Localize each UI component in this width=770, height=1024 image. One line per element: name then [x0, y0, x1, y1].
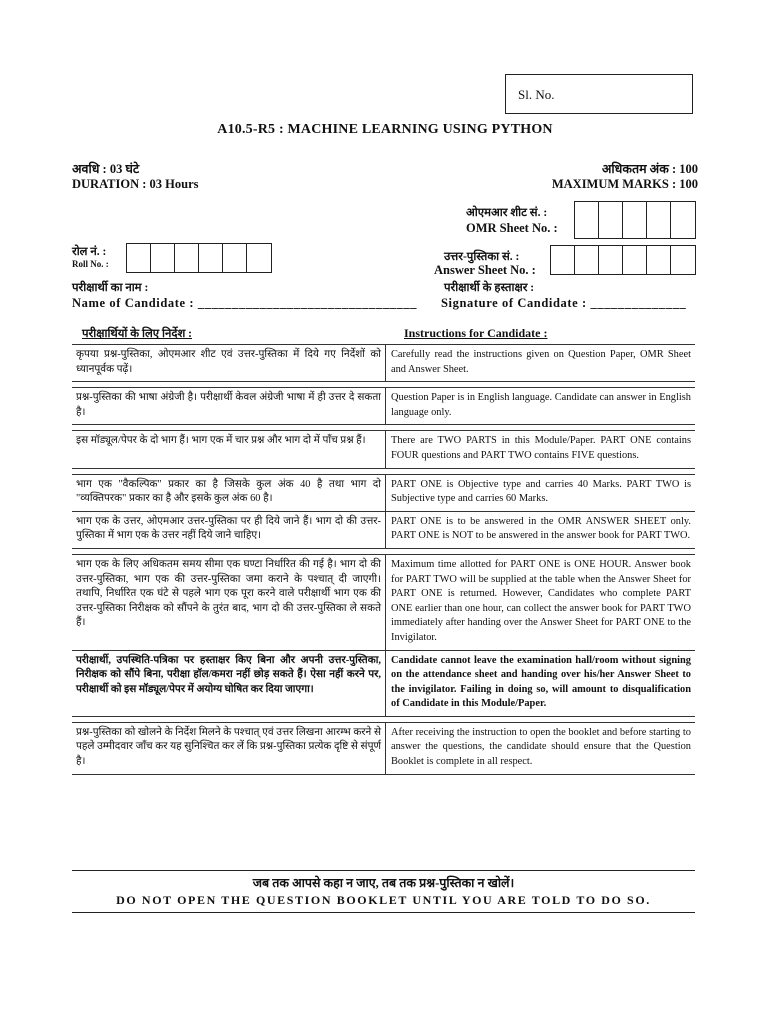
instruction-row [72, 388, 695, 425]
instruction-hindi: भाग एक "वैकल्पिक" प्रकार का है जिसके कुल अंक 40 है तथा भाग दो "व्यक्तिपरक" प्रकार का है और इसके कुल अंक 60 है। [72, 474, 386, 511]
instruction-row [72, 511, 695, 548]
omr-sheet-label-hindi: ओएमआर शीट सं. : [466, 207, 548, 219]
instruction-english: PART ONE is Objective type and carries 40 Marks. PART TWO is Subjective type and carries 60 Marks. [386, 474, 696, 511]
digit-box[interactable] [551, 246, 575, 274]
max-marks-english: MAXIMUM MARKS : 100 [551, 177, 698, 191]
instructions-table [72, 344, 695, 775]
digit-box[interactable] [623, 246, 647, 274]
instruction-row [72, 474, 695, 511]
instruction-row [72, 554, 695, 650]
instructions-heading-english: Instructions for Candidate : [404, 326, 548, 340]
instructions-heading-hindi: परीक्षार्थियों के लिए निर्देश : [82, 328, 192, 340]
omr-sheet-number-boxes[interactable] [574, 201, 696, 239]
notice-english: DO NOT OPEN THE QUESTION BOOKLET UNTIL YOU ARE TOLD TO DO SO. [116, 893, 651, 907]
digit-box[interactable] [671, 246, 695, 274]
digit-box[interactable] [151, 244, 175, 272]
digit-box[interactable] [127, 244, 151, 272]
instruction-hindi: प्रश्न-पुस्तिका की भाषा अंग्रेजी है। परीक्षार्थी केवल अंग्रेजी भाषा में ही उत्तर दे सकता है। [72, 388, 386, 425]
instruction-row [72, 345, 695, 382]
candidate-name-field[interactable]: Name of Candidate : ________________________________ [72, 296, 418, 310]
instruction-hindi: परीक्षार्थी, उपस्थिति-पत्रिका पर हस्ताक्षर किए बिना और अपनी उत्तर-पुस्तिका, निरीक्षक को सौंपे बिना, परीक्षा हॉल/कमरा नहीं छोड़ सकते हैं। ऐसा नहीं करने पर, परीक्षार्थी को इस मॉड्यूल/पेपर में अयोग्य घोषित कर दिया जाएगा। [72, 650, 386, 716]
answer-sheet-number-boxes[interactable] [550, 245, 696, 275]
digit-box[interactable] [623, 202, 647, 238]
omr-sheet-label-english: OMR Sheet No. : [466, 221, 558, 235]
notice-hindi: जब तक आपसे कहा न जाए, तब तक प्रश्न-पुस्तिका न खोलें। [252, 876, 515, 890]
instruction-hindi: कृपया प्रश्न-पुस्तिका, ओएमआर शीट एवं उत्तर-पुस्तिका में दिये गए निर्देशों को ध्यानपूर्वक पढ़ें। [72, 345, 386, 382]
instruction-english: After receiving the instruction to open the booklet and before starting to answer the questions, the candidate should ensure that the Question Booklet is complete in all respect. [386, 722, 696, 774]
max-marks-hindi: अधिकतम अंक : 100 [601, 162, 698, 176]
serial-number-label: Sl. No. [518, 87, 555, 102]
serial-number-box[interactable] [505, 74, 693, 114]
answer-sheet-label-english: Answer Sheet No. : [434, 263, 536, 277]
instruction-english: Carefully read the instructions given on Question Paper, OMR Sheet and Answer Sheet. [386, 345, 696, 382]
digit-box[interactable] [175, 244, 199, 272]
instruction-hindi: इस मॉड्यूल/पेपर के दो भाग हैं। भाग एक में चार प्रश्न और भाग दो में पाँच प्रश्न हैं। [72, 431, 386, 468]
digit-box[interactable] [671, 202, 695, 238]
digit-box[interactable] [199, 244, 223, 272]
digit-box[interactable] [599, 246, 623, 274]
instruction-english: There are TWO PARTS in this Module/Paper. PART ONE contains FOUR questions and PART TWO contains FIVE questions. [386, 431, 696, 468]
digit-box[interactable] [575, 202, 599, 238]
digit-box[interactable] [599, 202, 623, 238]
instruction-hindi: भाग एक के उत्तर, ओएमआर उत्तर-पुस्तिका पर ही दिये जाने हैं। भाग दो की उत्तर-पुस्तिका में भाग एक के उत्तर नहीं दिये जाने चाहिए। [72, 511, 386, 548]
roll-no-label-english: Roll No. : [72, 259, 109, 269]
digit-box[interactable] [647, 202, 671, 238]
candidate-signature-label-hindi: परीक्षार्थी के हस्ताक्षर : [444, 282, 535, 294]
roll-no-label-hindi: रोल नं. : [72, 246, 107, 258]
duration-hindi: अवधि : 03 घंटे [72, 162, 140, 176]
instruction-row [72, 650, 695, 716]
instruction-english: Candidate cannot leave the examination hall/room without signing on the attendance sheet and handing over his/her Answer Sheet to the invigilator. Failing in doing so, will amount to disqualification of Candidate in this Module/Paper. [386, 650, 696, 716]
candidate-signature-field[interactable]: Signature of Candidate : ______________ [441, 296, 687, 310]
answer-sheet-label-hindi: उत्तर-पुस्तिका सं. : [444, 251, 520, 263]
digit-box[interactable] [223, 244, 247, 272]
roll-number-boxes[interactable] [126, 243, 272, 273]
do-not-open-notice [72, 870, 695, 913]
instruction-hindi: प्रश्न-पुस्तिका को खोलने के निर्देश मिलने के पश्चात् एवं उत्तर लिखना आरम्भ करने से पहले उम्मीदवार जाँच कर यह सुनिश्चित कर लें कि प्रश्न-पुस्तिका प्रत्येक दृष्टि से संपूर्ण है। [72, 722, 386, 774]
digit-box[interactable] [647, 246, 671, 274]
digit-box[interactable] [247, 244, 271, 272]
instruction-english: Question Paper is in English language. Candidate can answer in English language only. [386, 388, 696, 425]
candidate-name-label-hindi: परीक्षार्थी का नाम : [72, 282, 149, 294]
instruction-english: PART ONE is to be answered in the OMR ANSWER SHEET only. PART ONE is NOT to be answered in the answer book for PART TWO. [386, 511, 696, 548]
instruction-row [72, 431, 695, 468]
instruction-english: Maximum time allotted for PART ONE is ONE HOUR. Answer book for PART TWO will be supplied at the table when the Answer Sheet for PART ONE is returned. However, Candidates who complete PART ONE earlier than one hour, can collect the answer book for PART TWO immediately after handing over the Answer Sheet for PART ONE to the Invigilator. [386, 554, 696, 650]
digit-box[interactable] [575, 246, 599, 274]
duration-english: DURATION : 03 Hours [72, 177, 199, 191]
paper-title: A10.5-R5 : MACHINE LEARNING USING PYTHON [217, 122, 553, 137]
instruction-row [72, 722, 695, 774]
instruction-hindi: भाग एक के लिए अधिकतम समय सीमा एक घण्टा निर्धारित की गई है। भाग दो की उत्तर-पुस्तिका, भाग एक की उत्तर-पुस्तिका जमा कराने के पश्चात् दी जाएगी। तथापि, निर्धारित एक घंटे से पहले भाग एक पूरा करने वाले परीक्षार्थी भाग एक की उत्तर-पुस्तिका निरीक्षक को सौंपने के तुरंत बाद, भाग दो की उत्तर-पुस्तिका ले सकते हैं। [72, 554, 386, 650]
